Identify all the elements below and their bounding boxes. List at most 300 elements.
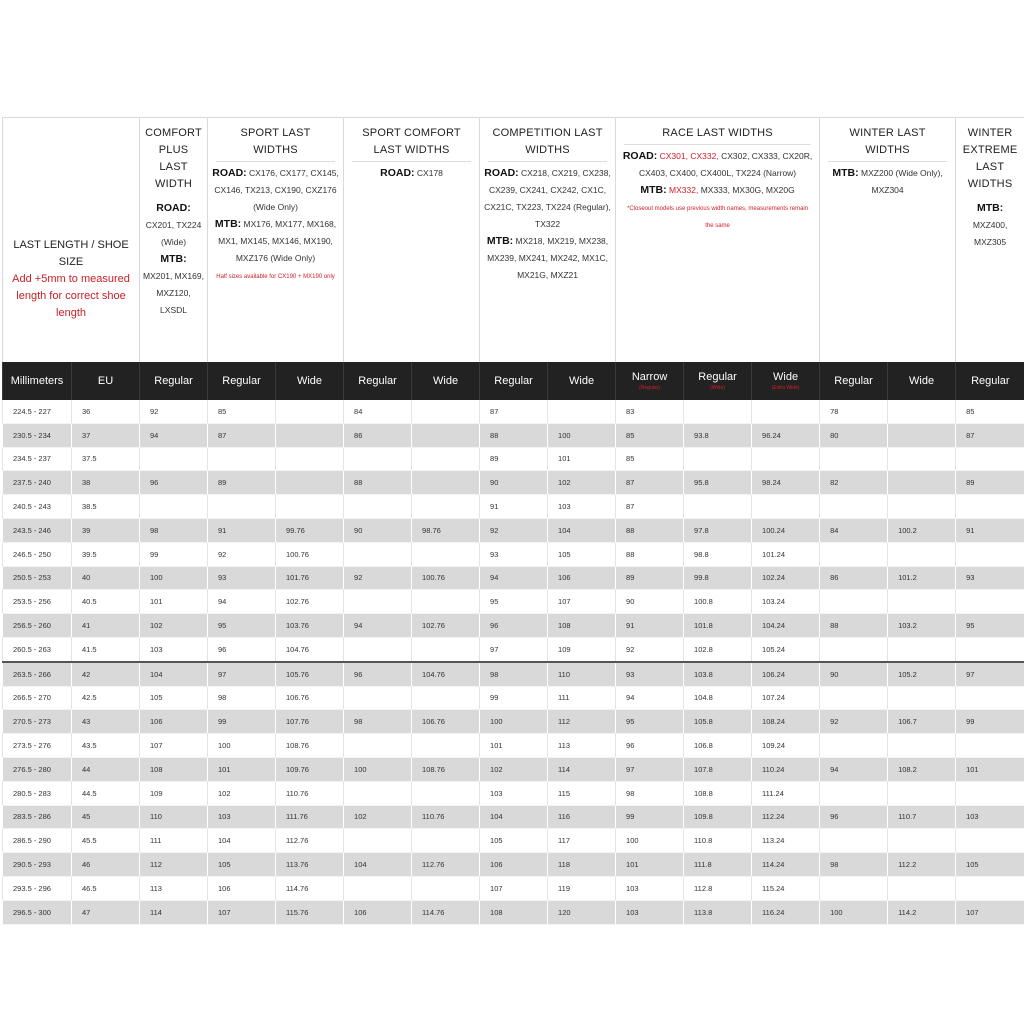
column-header: [72, 362, 140, 400]
road-label: ROAD:: [380, 167, 415, 179]
table-cell: [684, 400, 752, 423]
table-cell: 107: [140, 734, 208, 758]
table-cell: [956, 542, 1024, 566]
column-header-label: Regular: [494, 374, 533, 387]
column-header: [140, 362, 208, 400]
table-cell: 97: [616, 757, 684, 781]
table-cell: 98.76: [412, 518, 480, 542]
table-row: [3, 614, 1024, 638]
table-cell: [276, 495, 344, 519]
table-cell: 115.76: [276, 900, 344, 924]
table-cell: 110.8: [684, 829, 752, 853]
table-cell: 110.24: [752, 757, 820, 781]
sport-group: [208, 118, 344, 363]
table-cell: 97: [208, 662, 276, 686]
mtb-label: MTB:: [832, 167, 859, 179]
table-row: [3, 781, 1024, 805]
table-cell: 106.76: [276, 686, 344, 710]
table-cell: [888, 447, 956, 471]
table-row: [3, 400, 1024, 423]
column-header-label: Regular: [698, 370, 737, 383]
table-cell: 92: [480, 518, 548, 542]
winter-extreme-group: [956, 118, 1024, 363]
road-models: CX178: [416, 168, 443, 178]
group-title: RACE LAST WIDTHS: [624, 118, 811, 145]
table-cell: 111: [140, 829, 208, 853]
table-cell: 88: [480, 423, 548, 447]
table-cell: 102: [344, 805, 412, 829]
table-cell: 105.2: [888, 662, 956, 686]
group-title: COMFORT PLUS LAST WIDTH: [145, 127, 202, 190]
column-header: [820, 362, 888, 400]
table-cell: 96: [480, 614, 548, 638]
table-cell: 102: [140, 614, 208, 638]
table-cell: [412, 447, 480, 471]
table-cell: [820, 495, 888, 519]
table-cell: 95: [956, 614, 1024, 638]
table-cell: 100.8: [684, 590, 752, 614]
table-cell: 37.5: [72, 447, 140, 471]
table-cell: 104: [208, 829, 276, 853]
table-cell: 113: [548, 734, 616, 758]
table-cell: [888, 829, 956, 853]
table-cell: 99: [956, 710, 1024, 734]
table-cell: 115: [548, 781, 616, 805]
table-cell: [276, 400, 344, 423]
table-cell: 90: [616, 590, 684, 614]
table-cell: 256.5 - 260: [3, 614, 72, 638]
table-cell: 98: [344, 710, 412, 734]
table-cell: 100.2: [888, 518, 956, 542]
table-cell: 93: [208, 566, 276, 590]
table-cell: 104: [480, 805, 548, 829]
table-cell: 99.8: [684, 566, 752, 590]
table-cell: 105: [140, 686, 208, 710]
table-cell: 83: [616, 400, 684, 423]
table-cell: 108: [140, 757, 208, 781]
table-cell: 94: [344, 614, 412, 638]
table-cell: 112.2: [888, 853, 956, 877]
table-cell: 104: [548, 518, 616, 542]
table-cell: 115.24: [752, 876, 820, 900]
table-cell: [412, 495, 480, 519]
table-cell: 105: [956, 853, 1024, 877]
table-cell: 101.2: [888, 566, 956, 590]
table-cell: 240.5 - 243: [3, 495, 72, 519]
table-cell: 39.5: [72, 542, 140, 566]
table-cell: [888, 495, 956, 519]
table-cell: [276, 423, 344, 447]
table-cell: 44: [72, 757, 140, 781]
table-cell: 89: [480, 447, 548, 471]
table-cell: 100: [344, 757, 412, 781]
table-cell: [820, 686, 888, 710]
column-header: [888, 362, 956, 400]
table-cell: 108: [548, 614, 616, 638]
table-cell: 105: [548, 542, 616, 566]
table-cell: [412, 781, 480, 805]
closeout-mtb-models: MX332,: [669, 185, 699, 195]
column-header-label: Wide: [569, 374, 595, 387]
table-cell: 104: [344, 853, 412, 877]
column-header-row: [3, 362, 1024, 400]
table-cell: 36: [72, 400, 140, 423]
table-cell: 100.24: [752, 518, 820, 542]
table-cell: 43.5: [72, 734, 140, 758]
table-cell: 111.24: [752, 781, 820, 805]
table-cell: 93: [616, 662, 684, 686]
table-cell: 43: [72, 710, 140, 734]
table-cell: 47: [72, 900, 140, 924]
table-cell: 253.5 - 256: [3, 590, 72, 614]
column-header-label: Narrow: [631, 370, 668, 383]
table-cell: [344, 686, 412, 710]
table-cell: 87: [616, 495, 684, 519]
table-cell: 46: [72, 853, 140, 877]
table-cell: 108.76: [276, 734, 344, 758]
table-cell: 91: [956, 518, 1024, 542]
table-cell: 98: [616, 781, 684, 805]
column-header-label: Wide: [433, 374, 459, 387]
column-header-label: Regular: [222, 374, 261, 387]
mtb-models: MXZ200 (Wide Only), MXZ304: [861, 168, 943, 195]
comfort-plus-group: [140, 118, 208, 363]
table-cell: 104.76: [412, 662, 480, 686]
table-cell: 102: [208, 781, 276, 805]
table-cell: 106.24: [752, 662, 820, 686]
column-header-label: Wide: [909, 374, 935, 387]
table-cell: 91: [480, 495, 548, 519]
table-row: [3, 757, 1024, 781]
table-cell: [412, 876, 480, 900]
table-row: [3, 542, 1024, 566]
table-cell: 110.76: [276, 781, 344, 805]
table-cell: 280.5 - 283: [3, 781, 72, 805]
table-cell: 108.8: [684, 781, 752, 805]
table-cell: 112.8: [684, 876, 752, 900]
group-title: SPORT LAST WIDTHS: [216, 118, 335, 162]
table-cell: 99: [140, 542, 208, 566]
table-cell: 276.5 - 280: [3, 757, 72, 781]
table-cell: [684, 495, 752, 519]
table-cell: 94: [616, 686, 684, 710]
table-cell: 41.5: [72, 637, 140, 661]
table-cell: 102.76: [412, 614, 480, 638]
column-header-label: Regular: [834, 374, 873, 387]
table-cell: [412, 829, 480, 853]
table-row: [3, 423, 1024, 447]
table-cell: [820, 876, 888, 900]
table-cell: [956, 447, 1024, 471]
competition-group: [480, 118, 616, 363]
table-cell: [752, 400, 820, 423]
table-cell: 88: [820, 614, 888, 638]
table-row: [3, 686, 1024, 710]
table-cell: 111.76: [276, 805, 344, 829]
table-cell: [752, 447, 820, 471]
winter-group: [820, 118, 956, 363]
table-cell: 100.76: [412, 566, 480, 590]
table-cell: 102.8: [684, 637, 752, 661]
table-cell: 107: [956, 900, 1024, 924]
table-row: [3, 829, 1024, 853]
table-cell: 91: [208, 518, 276, 542]
table-cell: 93: [956, 566, 1024, 590]
table-cell: 104.76: [276, 637, 344, 661]
table-cell: 82: [820, 471, 888, 495]
table-cell: 103: [956, 805, 1024, 829]
table-cell: 37: [72, 423, 140, 447]
table-cell: 99.76: [276, 518, 344, 542]
table-cell: [956, 734, 1024, 758]
table-cell: 112: [140, 853, 208, 877]
table-cell: 95: [208, 614, 276, 638]
table-cell: 106.8: [684, 734, 752, 758]
table-cell: 105.8: [684, 710, 752, 734]
table-cell: 112.76: [276, 829, 344, 853]
table-cell: [888, 781, 956, 805]
table-cell: [344, 447, 412, 471]
table-cell: 98: [820, 853, 888, 877]
column-header: [3, 362, 72, 400]
table-cell: [888, 423, 956, 447]
table-cell: 98: [140, 518, 208, 542]
table-row: [3, 662, 1024, 686]
table-cell: 99: [208, 710, 276, 734]
table-cell: 105: [480, 829, 548, 853]
table-cell: 93: [480, 542, 548, 566]
table-cell: 40: [72, 566, 140, 590]
table-cell: 38.5: [72, 495, 140, 519]
table-cell: 96: [820, 805, 888, 829]
table-cell: 107: [548, 590, 616, 614]
left-header-cell: [3, 118, 140, 363]
table-cell: 45.5: [72, 829, 140, 853]
table-cell: [820, 734, 888, 758]
table-cell: 119: [548, 876, 616, 900]
table-cell: 230.5 - 234: [3, 423, 72, 447]
table-cell: 108: [480, 900, 548, 924]
table-cell: 103: [140, 637, 208, 661]
table-cell: 107.24: [752, 686, 820, 710]
table-cell: 90: [820, 662, 888, 686]
table-cell: 113.24: [752, 829, 820, 853]
table-cell: 103: [616, 900, 684, 924]
table-cell: 104.8: [684, 686, 752, 710]
table-cell: [820, 829, 888, 853]
column-header: [548, 362, 616, 400]
table-cell: 107.76: [276, 710, 344, 734]
table-cell: 92: [140, 400, 208, 423]
table-cell: 101: [140, 590, 208, 614]
table-cell: 114.24: [752, 853, 820, 877]
length-note: Add +5mm to measured length for correct shoe length: [12, 272, 130, 319]
road-label: ROAD:: [484, 167, 519, 179]
table-body: [3, 400, 1024, 924]
table-cell: 91: [616, 614, 684, 638]
table-cell: 112.76: [412, 853, 480, 877]
table-cell: [412, 471, 480, 495]
table-cell: 250.5 - 253: [3, 566, 72, 590]
table-cell: [344, 542, 412, 566]
table-cell: 104: [140, 662, 208, 686]
table-cell: 102.24: [752, 566, 820, 590]
table-cell: 101: [616, 853, 684, 877]
table-cell: [412, 734, 480, 758]
table-cell: 112.24: [752, 805, 820, 829]
column-header-label: Wide: [773, 370, 799, 383]
table-cell: 263.5 - 266: [3, 662, 72, 686]
table-cell: [956, 637, 1024, 661]
mtb-label: MTB:: [160, 253, 187, 265]
table-cell: 86: [820, 566, 888, 590]
table-cell: 100: [480, 710, 548, 734]
column-header: [276, 362, 344, 400]
table-cell: 106: [140, 710, 208, 734]
table-cell: 109.76: [276, 757, 344, 781]
column-header: [480, 362, 548, 400]
mtb-models: MXZ400, MXZ305: [972, 220, 1008, 247]
sport-comfort-group: [344, 118, 480, 363]
table-cell: 80: [820, 423, 888, 447]
table-cell: [412, 400, 480, 423]
table-cell: 87: [208, 423, 276, 447]
table-row: [3, 637, 1024, 661]
mtb-label: MTB:: [640, 184, 667, 196]
table-cell: 296.5 - 300: [3, 900, 72, 924]
table-cell: [208, 447, 276, 471]
mtb-models: MX176, MX177, MX168, MX1, MX145, MX146, MX190, MXZ176 (Wide Only): [218, 219, 337, 263]
table-cell: 46.5: [72, 876, 140, 900]
table-cell: 101: [208, 757, 276, 781]
table-cell: 101.8: [684, 614, 752, 638]
table-cell: 110: [548, 662, 616, 686]
table-cell: [820, 590, 888, 614]
table-cell: [412, 637, 480, 661]
table-cell: 113.8: [684, 900, 752, 924]
table-cell: 108.2: [888, 757, 956, 781]
table-cell: 104.24: [752, 614, 820, 638]
table-cell: 87: [956, 423, 1024, 447]
table-cell: [888, 400, 956, 423]
table-cell: 105.76: [276, 662, 344, 686]
table-cell: 120: [548, 900, 616, 924]
table-cell: 101: [480, 734, 548, 758]
column-header-label: Regular: [971, 374, 1010, 387]
table-cell: [684, 447, 752, 471]
column-header: [616, 362, 684, 400]
table-cell: 118: [548, 853, 616, 877]
table-cell: 85: [616, 423, 684, 447]
table-cell: [344, 829, 412, 853]
table-cell: [820, 637, 888, 661]
table-cell: [956, 495, 1024, 519]
table-cell: 86: [344, 423, 412, 447]
table-cell: 94: [820, 757, 888, 781]
column-header: [956, 362, 1024, 400]
table-cell: [344, 495, 412, 519]
road-models: CX201, TX224 (Wide): [145, 220, 202, 247]
table-cell: [344, 781, 412, 805]
table-row: [3, 710, 1024, 734]
table-cell: [412, 542, 480, 566]
table-cell: 106.7: [888, 710, 956, 734]
table-row: [3, 734, 1024, 758]
table-cell: 84: [820, 518, 888, 542]
table-cell: 100: [208, 734, 276, 758]
last-length-title: LAST LENGTH / SHOE SIZE: [13, 238, 129, 268]
table-cell: 106: [480, 853, 548, 877]
table-cell: 114: [548, 757, 616, 781]
table-cell: [548, 400, 616, 423]
table-cell: 100: [616, 829, 684, 853]
group-title: WINTER LAST WIDTHS: [828, 118, 947, 162]
table-cell: [344, 590, 412, 614]
table-cell: 103.76: [276, 614, 344, 638]
road-models: CX176, CX177, CX145, CX146, TX213, CX190, CXZ176 (Wide Only): [214, 168, 339, 212]
table-cell: 96: [140, 471, 208, 495]
table-cell: 116: [548, 805, 616, 829]
table-cell: 114.2: [888, 900, 956, 924]
table-cell: 93.8: [684, 423, 752, 447]
column-header-label: EU: [97, 374, 114, 387]
table-cell: 94: [480, 566, 548, 590]
table-cell: 114: [140, 900, 208, 924]
table-row: [3, 495, 1024, 519]
table-cell: 92: [344, 566, 412, 590]
table-cell: 42.5: [72, 686, 140, 710]
table-row: [3, 876, 1024, 900]
table-cell: 293.5 - 296: [3, 876, 72, 900]
table-cell: 114.76: [412, 900, 480, 924]
table-cell: [412, 686, 480, 710]
table-cell: 224.5 - 227: [3, 400, 72, 423]
table-cell: 101.76: [276, 566, 344, 590]
table-cell: 106.76: [412, 710, 480, 734]
table-row: [3, 447, 1024, 471]
table-cell: 110.76: [412, 805, 480, 829]
table-cell: 42: [72, 662, 140, 686]
group-title: WINTER EXTREME LAST WIDTHS: [962, 127, 1018, 190]
table-cell: 100: [140, 566, 208, 590]
table-row: [3, 566, 1024, 590]
table-cell: 106: [548, 566, 616, 590]
table-cell: [752, 495, 820, 519]
table-cell: 85: [616, 447, 684, 471]
table-cell: 114.76: [276, 876, 344, 900]
table-cell: 87: [616, 471, 684, 495]
table-cell: 237.5 - 240: [3, 471, 72, 495]
group-header-row: [3, 118, 1024, 363]
table-cell: 113.76: [276, 853, 344, 877]
table-cell: [208, 495, 276, 519]
table-cell: 105.24: [752, 637, 820, 661]
table-cell: [412, 423, 480, 447]
table-cell: 94: [208, 590, 276, 614]
column-header: [684, 362, 752, 400]
table-cell: 260.5 - 263: [3, 637, 72, 661]
table-row: [3, 590, 1024, 614]
table-cell: 103: [208, 805, 276, 829]
table-cell: 85: [208, 400, 276, 423]
table-cell: [276, 471, 344, 495]
table-row: [3, 518, 1024, 542]
table-cell: [888, 637, 956, 661]
road-label: ROAD:: [622, 150, 658, 162]
table-cell: 41: [72, 614, 140, 638]
table-row: [3, 853, 1024, 877]
table-cell: 246.5 - 250: [3, 542, 72, 566]
